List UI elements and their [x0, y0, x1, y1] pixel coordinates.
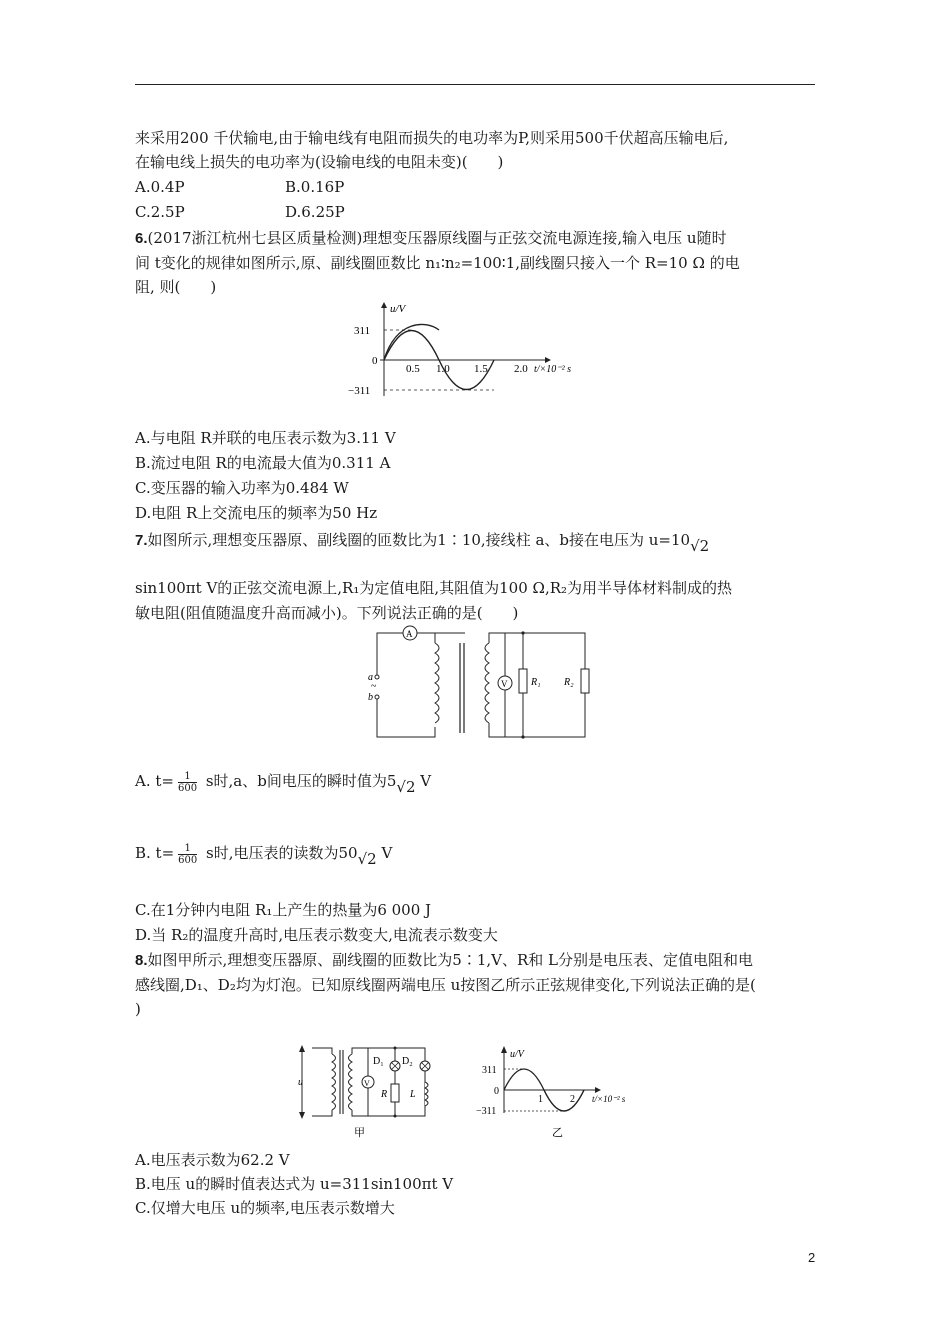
q6-option-c: C.变压器的输入功率为0.484 W — [135, 479, 349, 497]
q7-option-b-sqrt2: √2 — [357, 850, 377, 868]
q7-primary-top-wire — [377, 633, 465, 677]
q8-d1-label: D₁ — [373, 1056, 384, 1067]
q8-d2-label: D₂ — [402, 1056, 413, 1067]
q6-text1: (2017浙江杭州七县区质量检测)理想变压器原线圈与正弦交流电源连接,输入电压 u随时 — [147, 229, 727, 247]
q8-l-label: L — [410, 1089, 416, 1100]
q6-x-tick-0.5: 0.5 — [406, 363, 420, 375]
q7-option-b-fraction — [178, 843, 197, 866]
q7-option-b-frac-num: 1 — [178, 843, 197, 855]
q8-x-tick-1: 1 — [538, 1094, 543, 1105]
q7-terminal-b — [375, 695, 379, 699]
q7-circuit-figure — [365, 625, 605, 745]
q5-option-c: C.2.5P — [135, 203, 185, 221]
q6-waveform-figure — [340, 300, 600, 400]
q8-line3: ) — [135, 1000, 141, 1018]
q5-option-b: B.0.16P — [285, 178, 345, 196]
q8-secondary-coil — [349, 1054, 353, 1110]
q7-resistor-r1 — [519, 669, 527, 693]
q7-option-a-unit: V — [415, 772, 432, 790]
q6-y-tick-neg311: −311 — [348, 385, 371, 397]
q8-caption-jia: 甲 — [354, 1127, 365, 1139]
q6-y-label: u/V — [390, 303, 406, 315]
q7-label-tilde: ~ — [371, 681, 377, 692]
q5-option-d: D.6.25P — [285, 203, 345, 221]
q7-secondary-coil — [485, 643, 489, 723]
q8-voltmeter-label: V — [364, 1079, 370, 1088]
q8-circuit-jia — [290, 1040, 440, 1140]
q6-option-b: B.流过电阻 R的电流最大值为0.311 A — [135, 454, 391, 472]
q7-option-c: C.在1分钟内电阻 R₁上产生的热量为6 000 J — [135, 901, 432, 919]
q7-option-a-frac-den: 600 — [177, 782, 198, 794]
q7-option-b — [135, 840, 392, 866]
q6-x-tick-2.0: 2.0 — [514, 363, 528, 375]
q7-voltmeter-label: V — [501, 679, 508, 689]
q8-x-tick-2: 2 — [570, 1094, 575, 1105]
header-rule — [135, 84, 815, 85]
q8-waveform-yi — [476, 1045, 650, 1140]
q8-inductor-l — [425, 1082, 428, 1106]
q7-option-a-frac-num: 1 — [178, 771, 197, 783]
q8-number: 8. — [135, 952, 148, 969]
q8-option-a: A.电压表示数为62.2 V — [135, 1151, 290, 1169]
q6-y-tick-0: 0 — [372, 355, 378, 367]
q6-x-label: t/×10⁻² s — [534, 364, 571, 375]
q7-option-b-unit: V — [376, 844, 393, 862]
q6-u-axis-arrow — [381, 302, 387, 308]
q8-r-label: R — [381, 1089, 388, 1100]
q8-line2: 感线圈,D₁、D₂均为灯泡。已知原线圈两端电压 u按图乙所示正弦规律变化,下列说法正确的是( — [135, 976, 756, 994]
q7-option-a — [135, 768, 431, 794]
q7-label-b: b — [368, 692, 373, 703]
q8-y-tick-neg311: −311 — [476, 1106, 497, 1117]
q7-sqrt2: √2 — [690, 537, 710, 555]
q7-option-a-text: s时,a、b间电压的瞬时值为5 — [201, 772, 397, 790]
q8-y-label: u/V — [510, 1049, 524, 1060]
q7-option-b-text: s时,电压表的读数为50 — [201, 844, 358, 862]
q7-resistor-r2 — [581, 669, 589, 693]
q7-option-a-sqrt2: √2 — [396, 778, 416, 796]
q8-text1: 如图甲所示,理想变压器原、副线圈的匝数比为5∶1,V、R和 L分别是电压表、定值电阻和电 — [147, 951, 753, 969]
q6-option-d: D.电阻 R上交流电压的频率为50 Hz — [135, 504, 378, 522]
page-number: 2 — [808, 1250, 816, 1265]
q7-option-b-frac-den: 600 — [178, 854, 198, 866]
q5-line2: 在输电线上损失的电功率为(设输电线的电阻未变)( ) — [135, 153, 504, 171]
q7-label-a: a — [368, 672, 373, 683]
q8-x-label: t/×10⁻² s — [592, 1094, 626, 1104]
q8-primary-coil — [332, 1054, 336, 1110]
q7-line3: 敏电阻(阻值随温度升高而减小)。下列说法正确的是( ) — [135, 604, 519, 622]
q7-option-a-fraction — [178, 771, 197, 794]
q7-terminal-a — [375, 675, 379, 679]
q7-option-b-prefix: B. t= — [135, 844, 175, 862]
q7-option-a-prefix: A. t= — [135, 772, 174, 790]
q6-line3: 阻, 则( ) — [135, 278, 217, 296]
q8-option-c: C.仅增大电压 u的频率,电压表示数增大 — [135, 1199, 395, 1217]
q6-t-axis-arrow — [545, 357, 551, 363]
q7-r1-label: R₁ — [531, 677, 541, 688]
q6-x-tick-1.0: 1.0 — [436, 363, 450, 375]
q8-caption-yi: 乙 — [552, 1127, 563, 1139]
q5-line1: 来采用200 千伏输电,由于输电线有电阻而损失的电功率为P,则采用500千伏超高压输电后, — [135, 129, 729, 147]
q6-line1 — [135, 228, 727, 249]
q7-primary-coil — [435, 643, 439, 723]
q8-option-b: B.电压 u的瞬时值表达式为 u=311sin100πt V — [135, 1175, 454, 1193]
q6-number: 6. — [135, 230, 148, 247]
q7-primary-bottom-wire — [377, 697, 435, 737]
q7-line1 — [135, 530, 710, 555]
q7-ammeter-label: A — [406, 629, 413, 639]
q7-r2-label: R₂ — [564, 677, 574, 688]
q8-resistor-r — [391, 1084, 399, 1102]
q8-u-label: u — [298, 1077, 303, 1088]
q6-y-tick-311: 311 — [354, 325, 371, 337]
q6-x-tick-1.5: 1.5 — [474, 363, 488, 375]
q8-y-tick-311: 311 — [482, 1065, 497, 1076]
q8-line1 — [135, 950, 753, 971]
q6-option-a: A.与电阻 R并联的电压表示数为3.11 V — [135, 429, 396, 447]
q7-number: 7. — [135, 532, 148, 549]
q7-text1: 如图所示,理想变压器原、副线圈的匝数比为1∶10,接线柱 a、b接在电压为 u=10 — [147, 531, 691, 549]
q5-option-a: A.0.4P — [135, 178, 185, 196]
q8-y-tick-0: 0 — [494, 1086, 499, 1097]
q6-line2: 间 t变化的规律如图所示,原、副线圈匝数比 n₁∶n₂=100∶1,副线圈只接入一个 R=10 Ω 的电 — [135, 254, 740, 272]
q7-option-d: D.当 R₂的温度升高时,电压表示数变大,电流表示数变大 — [135, 926, 498, 944]
q7-line2: sin100πt V的正弦交流电源上,R₁为定值电阻,其阻值为100 Ω,R₂为用半导体材料制成的热 — [135, 579, 733, 597]
